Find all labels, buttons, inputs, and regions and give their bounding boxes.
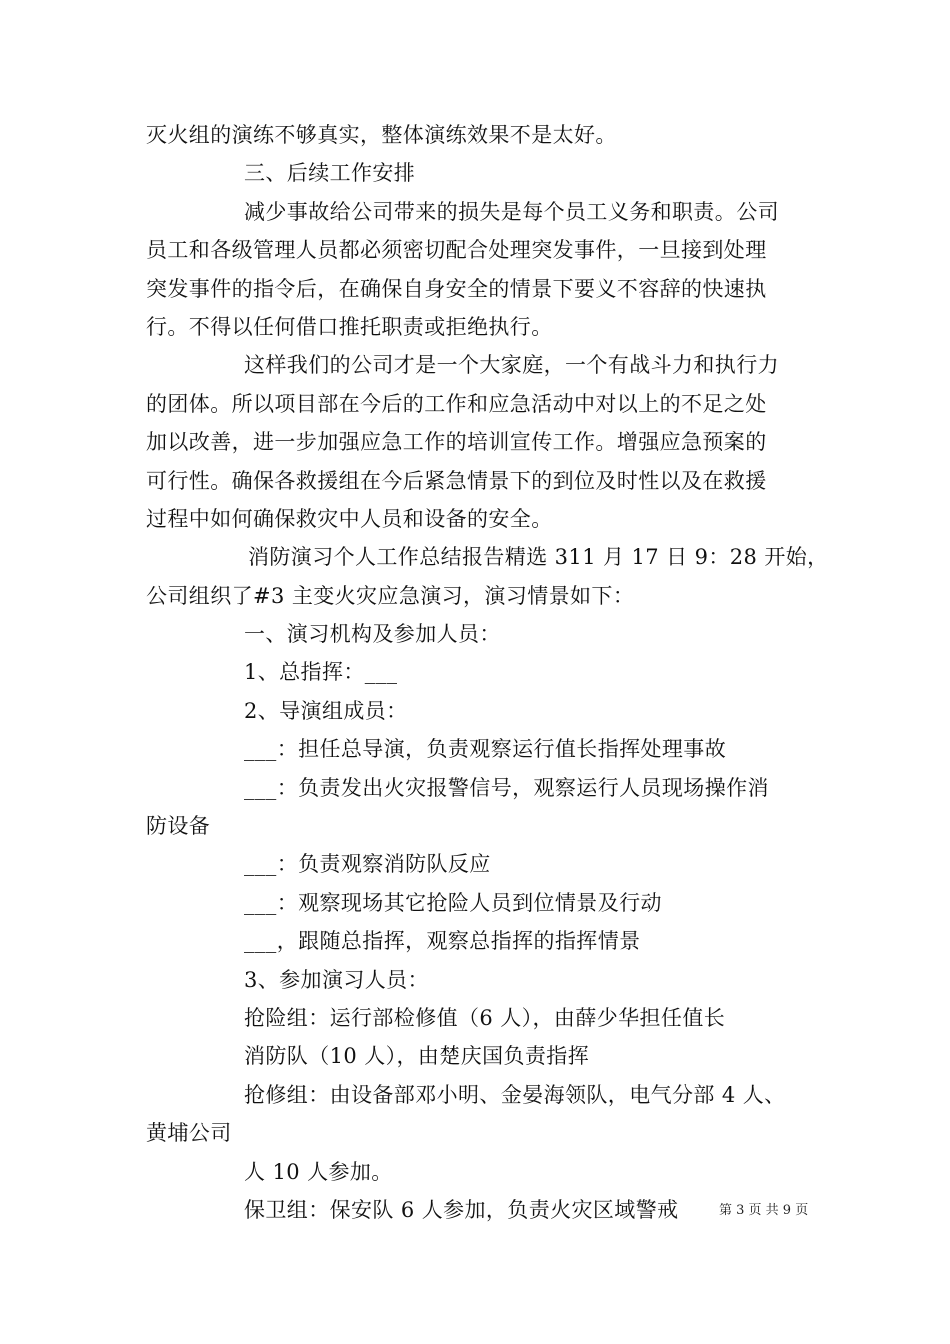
text-line: 人 10 人参加。 xyxy=(244,1159,393,1184)
list-item: ___：负责发出火灾报警信号，观察运行人员现场操作消 xyxy=(244,775,769,800)
section-heading: 一、演习机构及参加人员： xyxy=(244,622,501,647)
text-line: 可行性。确保各救援组在今后紧急情景下的到位及时性以及在救援 xyxy=(146,468,767,493)
list-item: 保卫组：保安队 6 人参加，负责火灾区域警戒 xyxy=(244,1197,679,1222)
list-item: 2、导演组成员： xyxy=(244,698,408,723)
text-line: 员工和各级管理人员都必须密切配合处理突发事件，一旦接到处理 xyxy=(146,238,767,263)
list-item: ___：观察现场其它抢险人员到位情景及行动 xyxy=(244,890,662,915)
list-item: ___：担任总导演，负责观察运行值长指挥处理事故 xyxy=(244,737,727,762)
text-line: 减少事故给公司带来的损失是每个员工义务和职责。公司 xyxy=(244,199,779,224)
list-item: ___，跟随总指挥，观察总指挥的指挥情景 xyxy=(244,929,641,954)
text-line: 的团体。所以项目部在今后的工作和应急活动中对以上的不足之处 xyxy=(146,391,767,416)
list-item: ___：负责观察消防队反应 xyxy=(244,852,491,877)
text-line: 过程中如何确保救灾中人员和设备的安全。 xyxy=(146,506,553,531)
text-line: 行。不得以任何借口推托职责或拒绝执行。 xyxy=(146,314,553,339)
document-body xyxy=(146,116,829,1229)
list-item: 抢险组：运行部检修值（6 人），由薛少华担任值长 xyxy=(244,1005,726,1030)
text-line: 公司组织了#3 主变火灾应急演习，演习情景如下： xyxy=(146,583,635,608)
text-line: 灭火组的演练不够真实，整体演练效果不是太好。 xyxy=(146,123,617,147)
page-indicator: 第 3 页 共 9 页 xyxy=(719,1203,809,1218)
text-line: 防设备 xyxy=(146,814,211,839)
list-item: 消防队（10 人），由楚庆国负责指挥 xyxy=(244,1044,590,1069)
text-line: 消防演习个人工作总结报告精选 311 月 17 日 9：28 开始， xyxy=(248,545,829,570)
text-line: 黄埔公司 xyxy=(146,1121,232,1146)
section-heading: 三、后续工作安排 xyxy=(244,161,416,186)
list-item: 1、总指挥：___ xyxy=(244,660,398,685)
list-item: 抢修组：由设备部邓小明、金晏海领队，电气分部 4 人、 xyxy=(244,1082,786,1107)
text-line: 这样我们的公司才是一个大家庭，一个有战斗力和执行力 xyxy=(244,353,779,378)
text-line: 突发事件的指令后，在确保自身安全的情景下要义不容辞的快速执 xyxy=(146,276,767,301)
list-item: 3、参加演习人员： xyxy=(244,967,429,992)
text-line: 加以改善，进一步加强应急工作的培训宣传工作。增强应急预案的 xyxy=(146,430,767,455)
